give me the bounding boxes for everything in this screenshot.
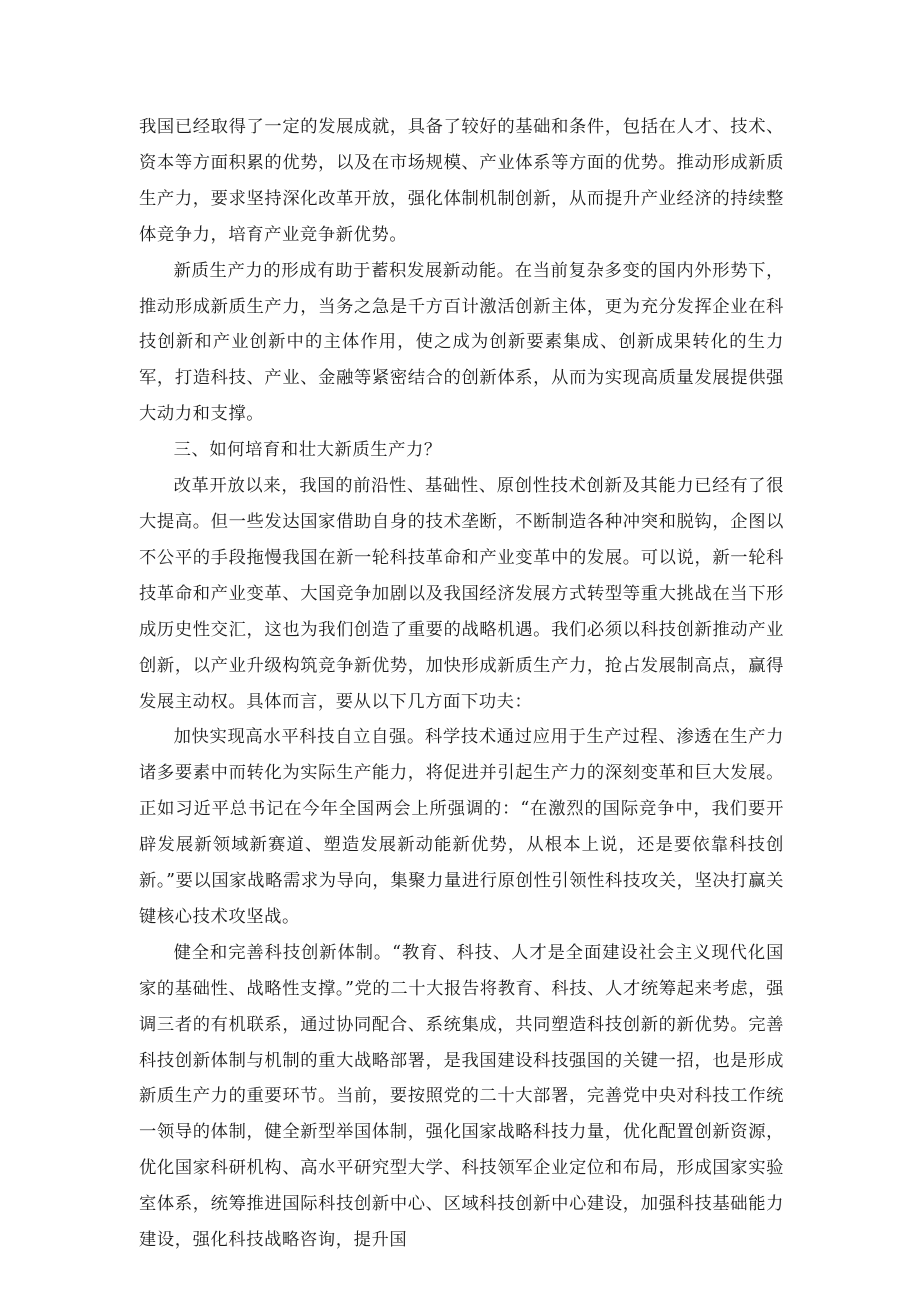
- document-body: [139, 110, 784, 1259]
- paragraph-new-productivity-momentum: 新质生产力的形成有助于蓄积发展新动能。在当前复杂多变的国内外形势下，推动形成新质生产力，当务之急是千方百计激活创新主体，更为充分发挥企业在科技创新和产业创新中的主体作用，使之成为创新要素集成、创新成果转化的生力军，打造科技、产业、金融等紧密结合的创新体系，从而为实现高质量发展提供强大动力和支撑。: [139, 260, 784, 425]
- paragraph-reform-opening: 改革开放以来，我国的前沿性、基础性、原创性技术创新及其能力已经有了很大提高。但一些发达国家借助自身的技术垄断，不断制造各种冲突和脱钩，企图以不公平的手段拖慢我国在新一轮科技革命和产业变革中的发展。可以说，新一轮科技革命和产业变革、大国竞争加剧以及我国经济发展方式转型等重大挑战在当下形成历史性交汇，这也为我们创造了重要的战略机遇。我们必须以科技创新推动产业创新，以产业升级构筑竞争新优势，加快形成新质生产力，抢占发展制高点，赢得发展主动权。具体而言，要从以下几方面下功夫：: [139, 476, 784, 712]
- paragraph-tech-self-reliance: 加快实现高水平科技自立自强。科学技术通过应用于生产过程、渗透在生产力诸多要素中而转化为实际生产能力，将促进并引起生产力的深刻变革和巨大发展。正如习近平总书记在今年全国两会上所强调的：“在激烈的国际竞争中，我们要开辟发展新领域新赛道、塑造发展新动能新优势，从根本上说，还是要依靠科技创新。”要以国家战略需求为导向，集聚力量进行原创性引领性科技攻关，坚决打赢关键核心技术攻坚战。: [139, 727, 784, 927]
- paragraph-continuation: 我国已经取得了一定的发展成就，具备了较好的基础和条件，包括在人才、技术、资本等方面积累的优势，以及在市场规模、产业体系等方面的优势。推动形成新质生产力，要求坚持深化改革开放，强化体制机制创新，从而提升产业经济的持续整体竞争力，培育产业竞争新优势。: [139, 117, 784, 245]
- paragraph-innovation-system: 健全和完善科技创新体制。“教育、科技、人才是全面建设社会主义现代化国家的基础性、战略性支撑。”党的二十大报告将教育、科技、人才统筹起来考虑，强调三者的有机联系，通过协同配合、系统集成，共同塑造科技创新的新优势。完善科技创新体制与机制的重大战略部署，是我国建设科技强国的关键一招，也是形成新质生产力的重要环节。当前，要按照党的二十大部署，完善党中央对科技工作统一领导的体制，健全新型举国体制，强化国家战略科技力量，优化配置创新资源，优化国家科研机构、高水平研究型大学、科技领军企业定位和布局，形成国家实验室体系，统筹推进国际科技创新中心、区域科技创新中心建设，加强科技基础能力建设，强化科技战略咨询，提升国: [139, 942, 784, 1251]
- section-heading-3: 三、如何培育和壮大新质生产力？: [173, 440, 442, 461]
